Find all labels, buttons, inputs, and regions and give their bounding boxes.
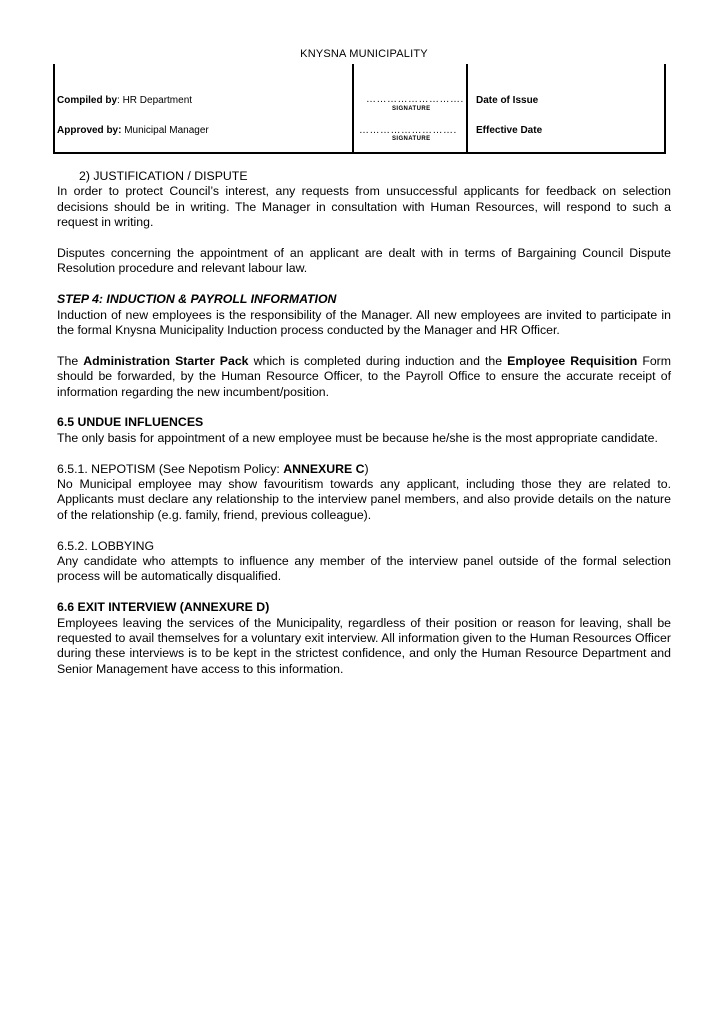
approved-by <box>57 125 209 136</box>
approved-by-label: Approved by: <box>57 125 122 136</box>
text-requisition: Employee Requisition <box>507 353 638 368</box>
para-disputes: Disputes concerning the appointment of an applicant are dealt with in terms of Bargaining Council Dispute Resolution procedure and relevant labour law. <box>57 246 671 276</box>
header-divider-2 <box>466 64 468 154</box>
exit-heading-text: 6.6 EXIT INTERVIEW ( <box>57 600 184 615</box>
heading-justification: 2) JUSTIFICATION / DISPUTE <box>79 169 248 183</box>
para-justification: In order to protect Council’s interest, any requests from unsuccessful applicants for feedback on selection decisions should be in writing. The Manager in consultation with Human Resources, will respond to such a request in writing. <box>57 184 671 230</box>
compiled-by-value: : HR Department <box>117 95 193 106</box>
annexure-c: ANNEXURE C <box>283 461 365 476</box>
text-starter-pack: Administration Starter Pack <box>83 353 249 368</box>
signature-caption-1: SIGNATURE <box>392 106 431 112</box>
document-body <box>57 169 671 693</box>
approved-by-value: Municipal Manager <box>121 125 209 136</box>
para-lobbying: Any candidate who attempts to influence any member of the interview panel outside of the formal selection process will be automatically disqualified. <box>57 554 671 584</box>
annexure-d: ANNEXURE D <box>183 600 266 615</box>
para-undue-influences: The only basis for appointment of a new employee must be because he/she is the most appropriate candidate. <box>57 430 658 445</box>
heading-nepotism <box>57 462 671 477</box>
para-induction: Induction of new employees is the responsibility of the Manager. All new employees are invited to participate in the formal Knysna Municipality Induction process conducted by the Manager and HR Officer. <box>57 307 671 338</box>
page-title: KNYSNA MUNICIPALITY <box>300 48 428 60</box>
text-the: The <box>57 353 84 368</box>
heading-exit-interview <box>57 600 671 615</box>
para-nepotism: No Municipal employee may show favouritism towards any applicant, including those they are related to. Applicants must declare any relationship to the interview panel members, and also provide details on the nature of the relationship (e.g. family, friend, previous colleague). <box>57 477 671 522</box>
section-undue-influences <box>57 415 671 446</box>
signature-line-1: ………………………. <box>366 94 464 105</box>
section-lobbying <box>57 539 671 585</box>
nepotism-heading-close: ) <box>364 461 369 476</box>
signature-line-2: ………………………. <box>359 125 457 136</box>
heading-undue-influences: 6.5 UNDUE INFLUENCES <box>57 415 204 430</box>
header-divider-1 <box>352 64 354 154</box>
section-nepotism <box>57 462 671 524</box>
section-induction <box>57 292 671 338</box>
header-right-border <box>664 64 666 154</box>
header-left-border <box>53 64 55 154</box>
signature-caption-2: SIGNATURE <box>392 136 431 142</box>
text-completed: which is completed during induction and the <box>248 353 508 368</box>
para-starter-pack <box>57 354 671 400</box>
heading-induction: STEP 4: INDUCTION & PAYROLL INFORMATION <box>57 292 337 307</box>
date-of-issue-label: Date of Issue <box>476 95 539 106</box>
para-exit-interview: Employees leaving the services of the Municipality, regardless of their position or reason for leaving, shall be requested to avail themselves for a voluntary exit interview. All information given to the Human Resources Officer during these interviews is to be kept in the strictest confidence, and only the Human Resource Department and Senior Management have access to this information. <box>57 615 671 676</box>
exit-heading-close: ) <box>265 600 270 615</box>
compiled-by <box>57 95 192 106</box>
nepotism-heading-text: 6.5.1. NEPOTISM (See Nepotism Policy: <box>57 461 284 476</box>
header-bottom-border <box>53 152 666 154</box>
text-forwarded: Form should be forwarded, by the Human Resource Officer, to the Payroll Office to ensure the accurate receipt of information regarding the new incumbent/position. <box>57 353 672 399</box>
header-table <box>53 64 666 154</box>
compiled-by-label: Compiled by <box>57 95 118 106</box>
section-justification <box>57 169 671 231</box>
effective-date-label: Effective Date <box>476 125 543 136</box>
heading-lobbying: 6.5.2. LOBBYING <box>57 538 155 553</box>
section-exit-interview <box>57 600 671 677</box>
